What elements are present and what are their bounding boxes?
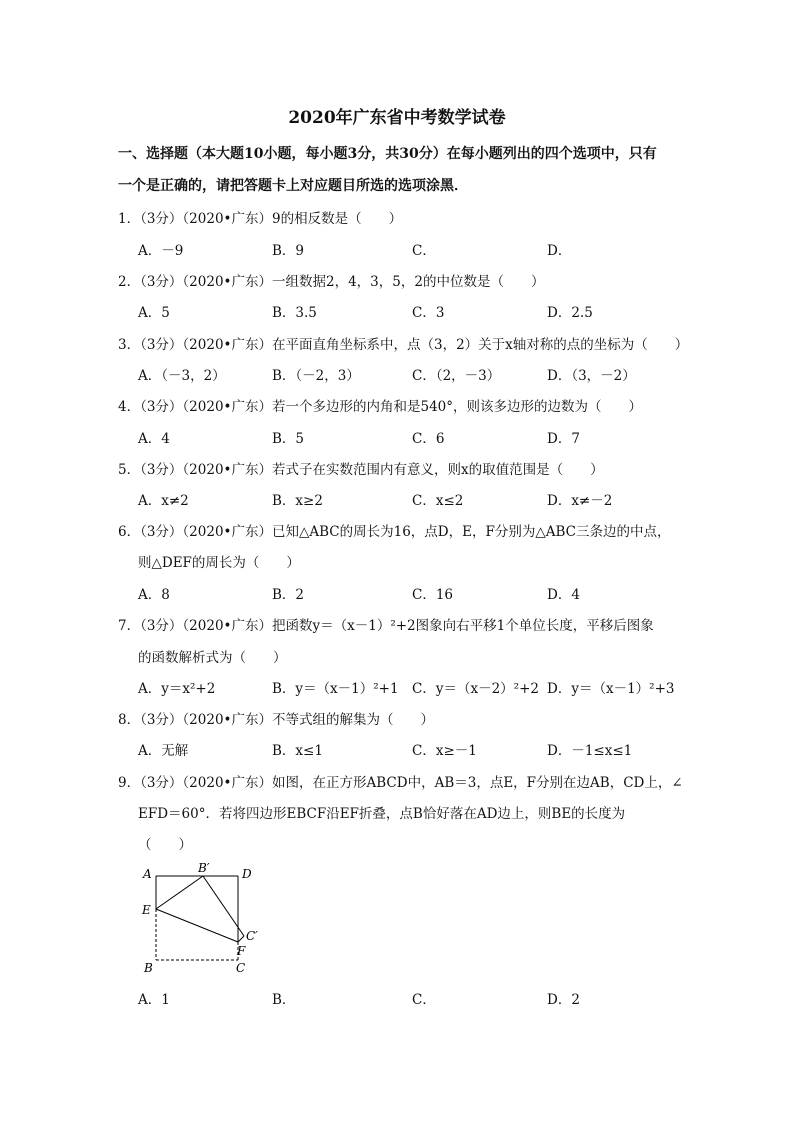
q8-option-a: A．无解 [138, 743, 189, 759]
q7-option-b: B．y＝（x－1）²+1 [272, 681, 399, 697]
q9-option-a: A．1 [138, 992, 170, 1008]
section-heading-line1: 一、选择题（本大题10小题，每小题3分，共30分）在每小题列出的四个选项中，只有 [118, 146, 657, 162]
q3-option-b: B．（－2，3） [272, 368, 360, 384]
section-heading-line2: 一个是正确的，请把答题卡上对应题目所选的选项涂黑． [118, 178, 468, 194]
q7-option-a: A．y＝x²+2 [138, 681, 216, 697]
q3-option-c: C．（2，－3） [412, 368, 501, 384]
label-b: B [144, 961, 153, 975]
q6-option-c: C．16 [412, 587, 454, 603]
label-d: D [242, 867, 252, 881]
q3-option-a: A．（－3，2） [138, 368, 226, 384]
q1-option-b: B．9 [272, 243, 305, 259]
q6-option-a: A．8 [138, 587, 170, 603]
label-f: F [237, 944, 246, 958]
q1-option-d: D． [547, 243, 572, 259]
label-c-prime: C′ [246, 929, 258, 943]
question-7-stem-cont: 的函数解析式为（ ） [138, 650, 287, 666]
label-c: C [236, 961, 246, 975]
q8-option-d: D．－1≤x≤1 [547, 743, 633, 759]
q2-option-c: C．3 [412, 305, 445, 321]
q5-option-d: D．x≠－2 [547, 493, 613, 509]
question-6-stem-cont: 则△DEF的周长为（ ） [138, 555, 300, 571]
question-1-stem: 1．（3分）（2020•广东）9的相反数是（ ） [118, 211, 403, 227]
question-4-stem: 4．（3分）（2020•广东）若一个多边形的内角和是540°，则该多边形的边数为（ ） [118, 399, 643, 415]
q8-option-c: C．x≥－1 [412, 743, 477, 759]
q3-option-d: D．（3，－2） [547, 368, 636, 384]
q1-option-a: A．－9 [138, 243, 184, 259]
q5-option-b: B．x≥2 [272, 493, 323, 509]
question-9-stem-cont2: （ ） [138, 837, 192, 853]
q2-option-a: A．5 [138, 305, 170, 321]
section-heading [118, 138, 678, 202]
question-9-stem-cont: EFD＝60°．若将四边形EBCF沿EF折叠，点B恰好落在AD边上，则BE的长度为 [138, 806, 626, 822]
q4-option-c: C．6 [412, 431, 445, 447]
page-title: 2020年广东省中考数学试卷 [288, 108, 506, 128]
q4-option-b: B．5 [272, 431, 305, 447]
edge-ef [156, 909, 238, 942]
q4-option-a: A．4 [138, 431, 170, 447]
question-3-stem: 3．（3分）（2020•广东）在平面直角坐标系中，点（3，2）关于x轴对称的点的坐标为（ ） [118, 337, 689, 353]
q7-option-d: D．y＝（x－1）²+3 [547, 681, 675, 697]
edge-c-prime-f [238, 936, 244, 942]
q5-option-c: C．x≤2 [412, 493, 464, 509]
question-8-stem: 8．（3分）（2020•广东）不等式组的解集为（ ） [118, 712, 434, 728]
q6-option-b: B．2 [272, 587, 305, 603]
q1-option-c: C． [412, 243, 436, 259]
square-fold-figure [138, 858, 268, 978]
label-a: A [143, 867, 152, 881]
q4-option-d: D．7 [547, 431, 580, 447]
q9-option-b: B． [272, 992, 296, 1008]
question-2-stem: 2．（3分）（2020•广东）一组数据2，4，3，5，2的中位数是（ ） [118, 274, 545, 290]
q6-option-d: D．4 [547, 587, 580, 603]
q8-option-b: B．x≤1 [272, 743, 323, 759]
q2-option-d: D．2.5 [547, 305, 593, 321]
q2-option-b: B．3.5 [272, 305, 317, 321]
label-b-prime: B′ [198, 861, 210, 875]
q5-option-a: A．x≠2 [138, 493, 189, 509]
square-fold-diagram [138, 858, 268, 978]
question-9-stem: 9．（3分）（2020•广东）如图，在正方形ABCD中，AB＝3，点E，F分别在边AB，CD上，∠ [118, 775, 683, 791]
q9-option-d: D．2 [547, 992, 580, 1008]
q9-option-c: C． [412, 992, 436, 1008]
question-5-stem: 5．（3分）（2020•广东）若式子在实数范围内有意义，则x的取值范围是（ ） [118, 462, 604, 478]
question-6-stem: 6．（3分）（2020•广东）已知△ABC的周长为16，点D，E，F分别为△ABC三条边的中点， [118, 524, 671, 540]
question-7-stem: 7．（3分）（2020•广东）把函数y＝（x－1）²+2图象向右平移1个单位长度，平移后图象 [118, 618, 654, 634]
edge-eb-prime [156, 876, 203, 909]
label-e: E [142, 903, 151, 917]
q7-option-c: C．y＝（x－2）²+2 [412, 681, 539, 697]
